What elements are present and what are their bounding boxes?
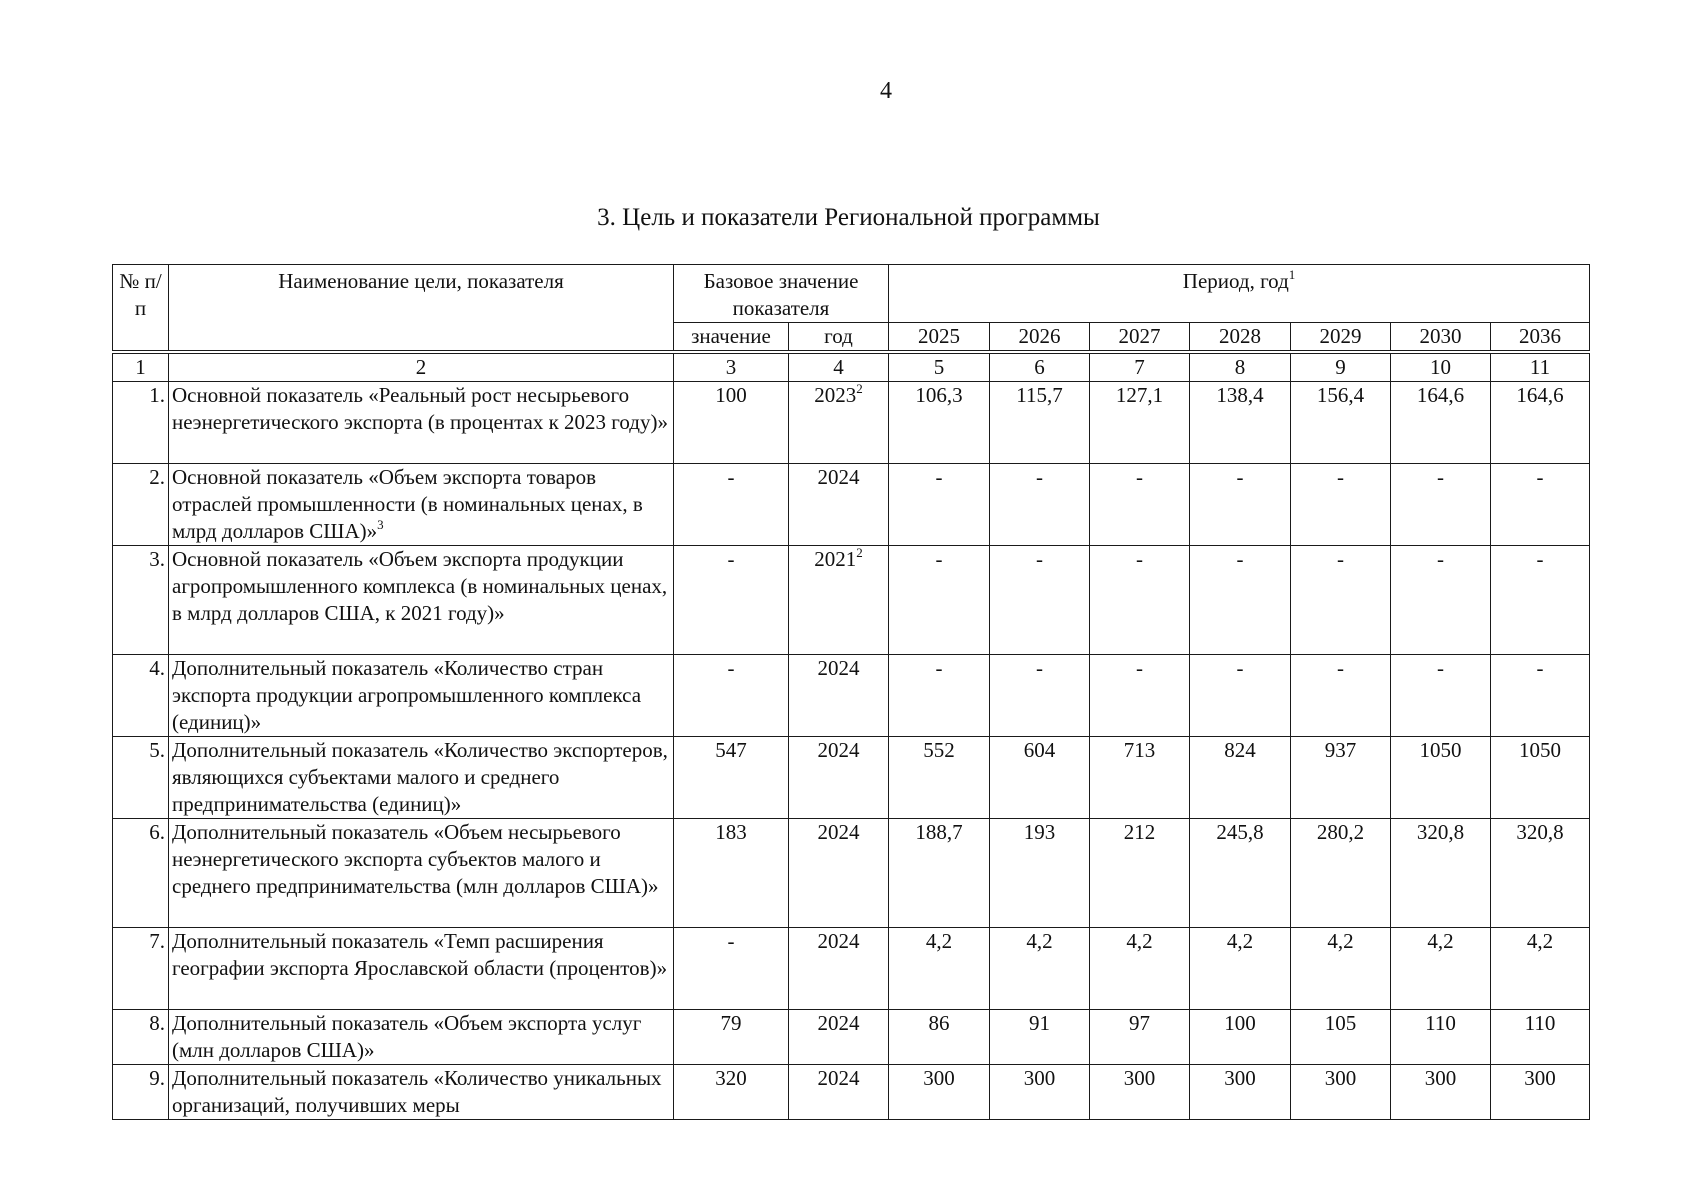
period-value: 156,4 <box>1291 382 1391 464</box>
column-number: 3 <box>674 354 789 382</box>
period-value: 4,2 <box>1190 928 1291 1010</box>
period-value: - <box>1190 655 1291 737</box>
header-base-year: год <box>789 323 889 351</box>
table-row <box>113 819 1590 928</box>
period-value: - <box>1391 464 1491 546</box>
column-number: 8 <box>1190 354 1291 382</box>
base-year: 2024 <box>817 929 860 953</box>
base-value: 100 <box>674 382 789 464</box>
indicator-name-cell <box>169 655 674 737</box>
period-value: 320,8 <box>1391 819 1491 928</box>
table-row <box>113 1065 1590 1120</box>
period-value: 164,6 <box>1491 382 1590 464</box>
period-value: - <box>889 655 990 737</box>
indicators-table <box>112 264 1590 1120</box>
period-value: 280,2 <box>1291 819 1391 928</box>
period-value: - <box>1090 464 1190 546</box>
row-number: 9. <box>113 1065 169 1120</box>
page-number: 4 <box>880 78 892 104</box>
column-number: 5 <box>889 354 990 382</box>
period-value: 86 <box>889 1010 990 1065</box>
header-year: 2036 <box>1491 323 1590 351</box>
base-value: 547 <box>674 737 789 819</box>
column-numbers-row <box>113 354 1590 382</box>
period-value: - <box>1391 546 1491 655</box>
indicator-name: Дополнительный показатель «Объем экспорта услуг (млн долларов США)» <box>172 1011 642 1062</box>
period-value: 115,7 <box>990 382 1090 464</box>
period-value: 1050 <box>1491 737 1590 819</box>
period-value: 193 <box>990 819 1090 928</box>
period-value: - <box>1291 546 1391 655</box>
indicator-name: Дополнительный показатель «Темп расширения географии экспорта Ярославской области (процентов)» <box>172 929 668 980</box>
period-value: 188,7 <box>889 819 990 928</box>
table-body <box>113 351 1590 1120</box>
period-value: 97 <box>1090 1010 1190 1065</box>
column-number: 11 <box>1491 354 1590 382</box>
table-row <box>113 382 1590 464</box>
base-value: 183 <box>674 819 789 928</box>
base-year-cell <box>789 928 889 1010</box>
header-period-footnote: 1 <box>1288 267 1296 282</box>
period-value: 4,2 <box>1090 928 1190 1010</box>
period-value: 110 <box>1491 1010 1590 1065</box>
table-row <box>113 928 1590 1010</box>
indicator-name-cell <box>169 928 674 1010</box>
header-base-group: Базовое значение показателя <box>674 265 889 323</box>
row-number: 8. <box>113 1010 169 1065</box>
base-value: - <box>674 928 789 1010</box>
row-number: 3. <box>113 546 169 655</box>
header-year: 2030 <box>1391 323 1491 351</box>
base-value: - <box>674 655 789 737</box>
indicator-name: Дополнительный показатель «Объем несырьевого неэнергетического экспорта субъектов малого и среднего предпринимательства (млн долларов США)» <box>172 820 659 898</box>
section-title: 3. Цель и показатели Региональной программы <box>597 204 1100 231</box>
period-value: 138,4 <box>1190 382 1291 464</box>
base-year: 2024 <box>817 820 860 844</box>
period-value: 212 <box>1090 819 1190 928</box>
row-number: 4. <box>113 655 169 737</box>
period-value: 300 <box>889 1065 990 1120</box>
indicator-name-cell <box>169 819 674 928</box>
period-value: - <box>1491 655 1590 737</box>
row-number: 2. <box>113 464 169 546</box>
base-year: 2024 <box>817 656 860 680</box>
column-number: 7 <box>1090 354 1190 382</box>
period-value: - <box>1190 464 1291 546</box>
period-value: 937 <box>1291 737 1391 819</box>
base-year: 2021 <box>814 547 857 571</box>
base-year: 2024 <box>817 1066 860 1090</box>
column-number: 6 <box>990 354 1090 382</box>
period-value: 110 <box>1391 1010 1491 1065</box>
column-number: 2 <box>169 354 674 382</box>
indicator-name: Основной показатель «Реальный рост несырьевого неэнергетического экспорта (в процентах к 2023 году)» <box>172 383 668 434</box>
base-year: 2024 <box>817 465 860 489</box>
base-value: - <box>674 464 789 546</box>
period-value: 100 <box>1190 1010 1291 1065</box>
column-number: 10 <box>1391 354 1491 382</box>
period-value: 164,6 <box>1391 382 1491 464</box>
header-year: 2026 <box>990 323 1090 351</box>
base-year-cell <box>789 382 889 464</box>
period-value: 824 <box>1190 737 1291 819</box>
period-value: - <box>1491 464 1590 546</box>
indicator-name-cell <box>169 382 674 464</box>
period-value: 105 <box>1291 1010 1391 1065</box>
period-value: - <box>990 655 1090 737</box>
indicator-name: Дополнительный показатель «Количество экспортеров, являющихся субъектами малого и среднего предпринимательства (единиц)» <box>172 738 668 816</box>
base-value: 79 <box>674 1010 789 1065</box>
indicator-name-cell <box>169 464 674 546</box>
base-value: - <box>674 546 789 655</box>
indicator-name-cell <box>169 737 674 819</box>
period-value: 300 <box>1090 1065 1190 1120</box>
period-value: 552 <box>889 737 990 819</box>
period-value: - <box>1391 655 1491 737</box>
period-value: - <box>889 546 990 655</box>
period-value: - <box>1291 464 1391 546</box>
header-year: 2025 <box>889 323 990 351</box>
header-year: 2027 <box>1090 323 1190 351</box>
header-num: № п/п <box>113 265 169 351</box>
indicator-name-footnote: 3 <box>377 517 384 532</box>
period-value: 4,2 <box>889 928 990 1010</box>
table-row <box>113 546 1590 655</box>
row-number: 7. <box>113 928 169 1010</box>
period-value: - <box>1090 546 1190 655</box>
period-value: 300 <box>1291 1065 1391 1120</box>
period-value: 4,2 <box>990 928 1090 1010</box>
row-number: 6. <box>113 819 169 928</box>
base-year-cell <box>789 464 889 546</box>
table-row <box>113 737 1590 819</box>
period-value: 245,8 <box>1190 819 1291 928</box>
period-value: - <box>1491 546 1590 655</box>
period-value: 1050 <box>1391 737 1491 819</box>
header-row-1 <box>113 265 1590 323</box>
header-period-label: Период, год <box>1182 269 1289 293</box>
indicator-name-cell <box>169 1010 674 1065</box>
base-year-cell <box>789 1010 889 1065</box>
period-value: - <box>889 464 990 546</box>
column-number: 4 <box>789 354 889 382</box>
row-number: 1. <box>113 382 169 464</box>
base-year: 2023 <box>814 383 857 407</box>
period-value: - <box>1291 655 1391 737</box>
period-value: 106,3 <box>889 382 990 464</box>
indicator-name: Основной показатель «Объем экспорта товаров отраслей промышленности (в номинальных ценах, в млрд долларов США)» <box>172 465 643 543</box>
base-year-footnote: 2 <box>856 545 863 560</box>
period-value: 300 <box>1391 1065 1491 1120</box>
base-year-footnote: 2 <box>856 381 863 396</box>
period-value: 713 <box>1090 737 1190 819</box>
indicator-name: Дополнительный показатель «Количество уникальных организаций, получивших меры <box>172 1066 662 1117</box>
indicator-name-cell <box>169 1065 674 1120</box>
base-year-cell <box>789 655 889 737</box>
column-number: 1 <box>113 354 169 382</box>
header-year: 2028 <box>1190 323 1291 351</box>
column-number: 9 <box>1291 354 1391 382</box>
period-value: 604 <box>990 737 1090 819</box>
period-value: - <box>990 546 1090 655</box>
table-row <box>113 1010 1590 1065</box>
header-base-value: значение <box>674 323 789 351</box>
table-row <box>113 464 1590 546</box>
table-row <box>113 655 1590 737</box>
base-year-cell <box>789 546 889 655</box>
period-value: 300 <box>1190 1065 1291 1120</box>
period-value: - <box>1190 546 1291 655</box>
base-year: 2024 <box>817 1011 860 1035</box>
period-value: 300 <box>990 1065 1090 1120</box>
period-value: 4,2 <box>1491 928 1590 1010</box>
period-value: 127,1 <box>1090 382 1190 464</box>
base-year-cell <box>789 819 889 928</box>
base-year-cell <box>789 737 889 819</box>
base-year: 2024 <box>817 738 860 762</box>
period-value: 4,2 <box>1291 928 1391 1010</box>
header-period-group <box>889 265 1590 323</box>
indicator-name-cell <box>169 546 674 655</box>
period-value: 91 <box>990 1010 1090 1065</box>
row-number: 5. <box>113 737 169 819</box>
header-year: 2029 <box>1291 323 1391 351</box>
period-value: 320,8 <box>1491 819 1590 928</box>
base-year-cell <box>789 1065 889 1120</box>
indicator-name: Основной показатель «Объем экспорта продукции агропромышленного комплекса (в номинальных ценах, в млрд долларов США, к 2021 году)» <box>172 547 668 625</box>
base-value: 320 <box>674 1065 789 1120</box>
indicator-name: Дополнительный показатель «Количество стран экспорта продукции агропромышленного комплекса (единиц)» <box>172 656 642 734</box>
period-value: - <box>990 464 1090 546</box>
period-value: 300 <box>1491 1065 1590 1120</box>
period-value: 4,2 <box>1391 928 1491 1010</box>
header-name: Наименование цели, показателя <box>169 265 674 351</box>
period-value: - <box>1090 655 1190 737</box>
